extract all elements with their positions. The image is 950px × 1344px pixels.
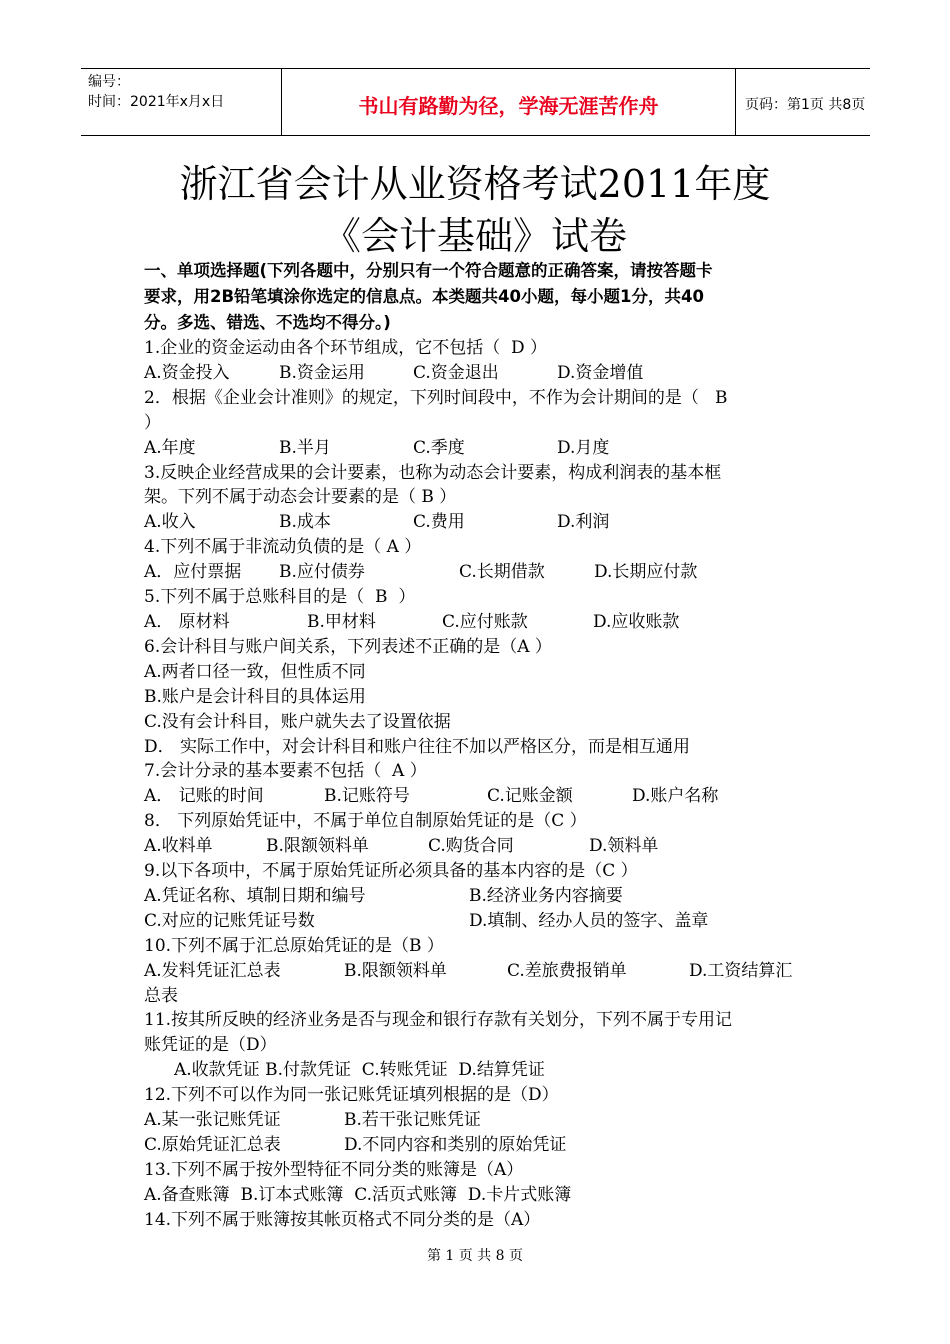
time-label: 时间：2021年x月x日 [88,94,225,110]
question-stem: 8． 下列原始凭证中，不属于单位自制原始凭证的是（C ） [144,811,587,832]
question-options [144,1133,816,1158]
option-d: D.工资结算汇 [689,960,793,981]
option-a: A． 记账的时间 [144,786,264,807]
option-d-cont: 总表 [144,985,178,1006]
option-d: D.月度 [557,437,610,458]
option-d: D.长期应付款 [594,562,698,583]
question-stem: 2．根据《企业会计准则》的规定，下列时间段中，不作为会计期间的是（ B [144,387,728,408]
option-d: D.不同内容和类别的原始凭证 [344,1135,567,1155]
option-b: B.限额领料单 [344,960,447,981]
document-title: 浙江省会计从业资格考试2011年度 [179,162,771,206]
option-c: C.应付账款 [442,611,528,632]
option-a: A.收入 [144,512,196,533]
question-options [144,436,816,461]
header-meta [81,69,281,135]
question-stem: 13.下列不属于按外型特征不同分类的账簿是（A） [144,1159,524,1180]
question-options [144,361,816,386]
option-c: C.季度 [413,437,465,458]
page-header [81,68,870,136]
option-b: B.账户是会计科目的具体运用 [144,686,366,707]
question-options [144,909,816,934]
section-heading-line2: 要求，用2B铅笔填涂你选定的信息点。本类题共40小题，每小题1分，共40 [144,287,704,306]
question-options: A.备查账簿 B.订本式账簿 C.活页式账簿 D.卡片式账簿 [144,1184,572,1205]
code-label: 编号： [88,74,130,90]
question-options [144,884,816,909]
question-stem: 12.下列不可以作为同一张记账凭证填列根据的是（D） [144,1085,559,1106]
document-body [144,258,816,1233]
question-stem: 7.会计分录的基本要素不包括（ A ） [144,761,427,782]
question-stem-cont: 账凭证的是（D） [144,1035,277,1056]
question-options [144,510,816,535]
option-a: A.收料单 [144,836,213,857]
header-page-info: 页码：第1页 共8页 [745,97,866,113]
option-c: C.购货合同 [428,836,514,857]
question-stem-cont: ） [144,412,161,433]
option-a: A.某一张记账凭证 [144,1110,281,1131]
option-c: C.记账金额 [487,786,573,807]
option-d: D.资金增值 [557,362,644,383]
page-footer: 第 1 页 共 8 页 [426,1248,524,1264]
option-b: B.若干张记账凭证 [344,1110,481,1131]
question-stem: 3.反映企业经营成果的会计要素，也称为动态会计要素，构成利润表的基本框 [144,462,722,483]
question-options [144,1108,816,1133]
question-stem-cont: 架。下列不属于动态会计要素的是（ B ） [144,487,457,508]
question-stem: 5.下列不属于总账科目的是（ B ） [144,587,416,608]
question-stem: 9.以下各项中，不属于原始凭证所必须具备的基本内容的是（C ） [144,861,638,882]
option-b: B.甲材料 [307,611,376,632]
option-a: A.资金投入 [144,362,230,383]
document-subtitle: 《会计基础》试卷 [322,214,627,258]
question-stem: 14.下列不属于账簿按其帐页格式不同分类的是（A） [144,1209,541,1230]
option-b: B.资金运用 [279,362,365,383]
option-a: A.年度 [144,437,196,458]
option-b: B.限额领料单 [266,836,369,857]
question-options [144,560,816,585]
question-options [144,834,816,859]
option-c: C.原始凭证汇总表 [144,1135,281,1155]
question-stem: 1.企业的资金运动由各个环节组成，它不包括（ D ） [144,338,548,358]
question-options: A.收款凭证 B.付款凭证 C.转账凭证 D.结算凭证 [174,1060,545,1081]
option-c: C.长期借款 [459,562,545,583]
option-d: D.领料单 [589,836,659,857]
section-heading-line3: 分。多选、错选、不选均不得分。) [144,313,391,332]
option-c: C.没有会计科目，账户就失去了设置依据 [144,711,451,732]
option-a: A.凭证名称、填制日期和编号 [144,885,366,906]
question-options [144,784,816,809]
option-d: D.利润 [557,512,610,533]
option-c: C.对应的记账凭证号数 [144,910,315,931]
option-b: B.经济业务内容摘要 [469,885,623,906]
option-d: D.账户名称 [632,786,719,807]
option-b: B.记账符号 [324,786,410,807]
question-stem: 10.下列不属于汇总原始凭证的是（B ） [144,935,444,956]
option-d: D.应收账款 [593,611,680,632]
question-options [144,959,816,984]
question-stem: 4.下列不属于非流动负债的是（ A ） [144,537,422,558]
header-motto: 书山有路勤为径，学海无涯苦作舟 [281,69,736,135]
question-stem: 11.按其所反映的经济业务是否与现金和银行存款有关划分，下列不属于专用记 [144,1010,733,1031]
option-a: A．应付票据 [144,562,242,583]
question-stem: 6.会计科目与账户间关系，下列表述不正确的是（A ） [144,636,552,657]
option-b: B.半月 [279,437,331,458]
option-c: C.费用 [413,512,465,533]
option-a: A.发料凭证汇总表 [144,960,281,981]
option-d: D.填制、经办人员的签字、盖章 [469,910,709,931]
question-options [144,610,816,635]
option-b: B.成本 [279,512,331,533]
option-c: C.资金退出 [413,362,499,383]
option-a: A． 原材料 [144,611,230,632]
option-b: B.应付债券 [279,562,365,583]
option-d: D． 实际工作中，对会计科目和账户往往不加以严格区分，而是相互通用 [144,736,691,757]
section-heading: 一、单项选择题(下列各题中，分别只有一个符合题意的正确答案，请按答题卡 [144,261,713,280]
option-a: A.两者口径一致，但性质不同 [144,661,366,682]
option-c: C.差旅费报销单 [507,960,627,981]
